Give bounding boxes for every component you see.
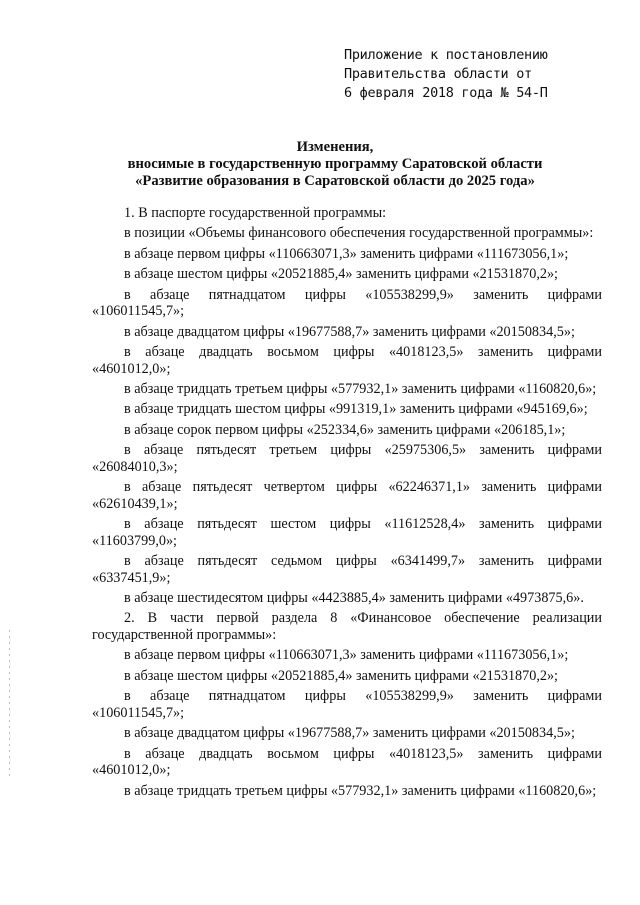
scan-margin-mark: [9, 630, 10, 780]
paragraph: в абзаце пятьдесят четвертом цифры «62246371,1» заменить цифрами «62610439,1»;: [92, 479, 602, 512]
paragraph: в абзаце шестом цифры «20521885,4» заменить цифрами «21531870,2»;: [124, 667, 558, 684]
paragraph: в абзаце первом цифры «110663071,3» заменить цифрами «111673056,1»;: [124, 647, 569, 664]
title-line: Изменения,: [296, 139, 374, 155]
appendix-line: Приложение к постановлению: [344, 47, 548, 63]
paragraph: в абзаце двадцать восьмом цифры «4018123,5» заменить цифрами «4601012,0»;: [92, 343, 602, 377]
paragraph: в абзаце двадцать восьмом цифры «4018123,5» заменить цифрами «4601012,0»;: [92, 745, 602, 779]
paragraph: в абзаце сорок первом цифры «252334,6» заменить цифрами «206185,1»;: [124, 421, 566, 438]
section-heading: 2. В части первой раздела 8 «Финансовое обеспечение реализации государственной программы»:: [92, 610, 602, 644]
paragraph: в абзаце пятьдесят третьем цифры «25975306,5» заменить цифрами «26084010,3»;: [92, 442, 602, 475]
paragraph: в абзаце пятьдесят шестом цифры «11612528,4» заменить цифрами «11603799,0»;: [92, 516, 602, 549]
paragraph: в абзаце двадцатом цифры «19677588,7» заменить цифрами «20150834,5»;: [124, 725, 575, 742]
appendix-line: 6 февраля 2018 года № 54-П: [344, 85, 548, 101]
paragraph: в абзаце первом цифры «110663071,3» заменить цифрами «111673056,1»;: [124, 245, 569, 262]
paragraph: в абзаце шестом цифры «20521885,4» заменить цифрами «21531870,2»;: [124, 266, 558, 283]
paragraph: в абзаце пятнадцатом цифры «105538299,9» заменить цифрами «106011545,7»;: [92, 688, 602, 721]
appendix-header: [344, 46, 624, 103]
paragraph: в абзаце тридцать третьем цифры «577932,1» заменить цифрами «1160820,6»;: [124, 380, 597, 397]
document-title: [60, 139, 610, 190]
paragraph: в абзаце пятьдесят седьмом цифры «6341499,7» заменить цифрами «6337451,9»;: [92, 553, 602, 586]
document-body: [92, 205, 602, 803]
section-heading: 1. В паспорте государственной программы:: [124, 205, 387, 221]
paragraph: в позиции «Объемы финансового обеспечения государственной программы»:: [124, 225, 594, 242]
paragraph: в абзаце тридцать третьем цифры «577932,1» заменить цифрами «1160820,6»;: [124, 782, 597, 799]
paragraph: в абзаце двадцатом цифры «19677588,7» заменить цифрами «20150834,5»;: [124, 323, 575, 340]
appendix-line: Правительства области от: [344, 66, 532, 82]
paragraph: в абзаце шестидесятом цифры «4423885,4» заменить цифрами «4973875,6».: [124, 590, 584, 607]
paragraph: в абзаце пятнадцатом цифры «105538299,9» заменить цифрами «106011545,7»;: [92, 286, 602, 320]
paragraph: в абзаце тридцать шестом цифры «991319,1» заменить цифрами «945169,6»;: [124, 401, 588, 418]
title-line: «Развитие образования в Саратовской области до 2025 года»: [135, 173, 535, 189]
title-line: вносимые в государственную программу Саратовской области: [127, 156, 543, 172]
